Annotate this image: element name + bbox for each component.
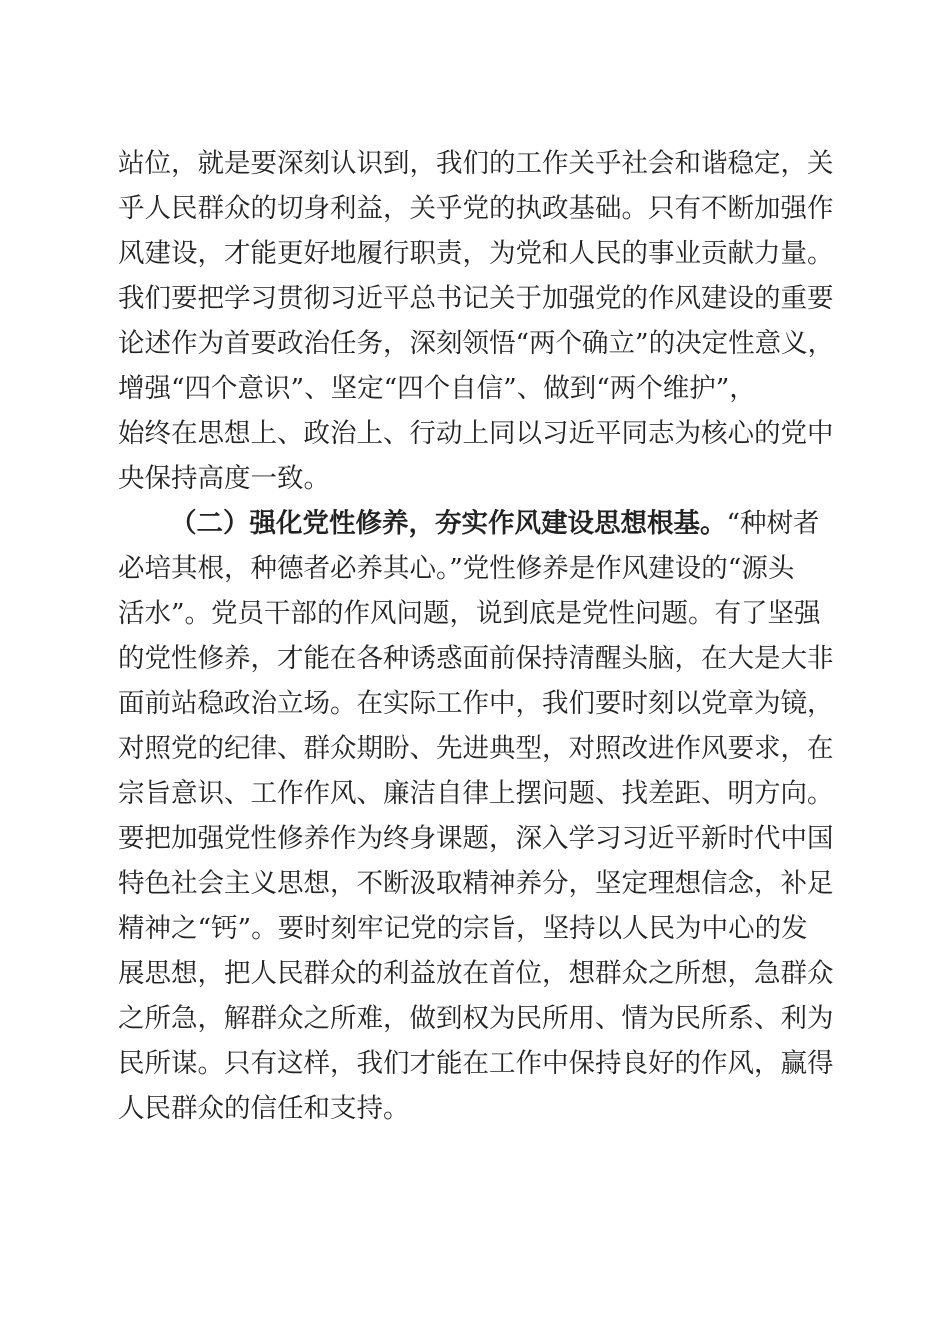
section-heading-continuation: “种树者: [726, 508, 820, 539]
paragraph-2-line: 活水”。党员干部的作风问题，说到底是党性问题。有了坚强: [118, 598, 821, 629]
paragraph-2-line: 特色社会主义思想，不断汲取精神养分，坚定理想信念，补足: [118, 868, 834, 899]
paragraph-1-line: 增强“四个意识”、坚定“四个自信”、做到“两个维护”，: [118, 373, 756, 404]
paragraph-1-line: 始终在思想上、政治上、行动上同以习近平同志为核心的党中: [118, 418, 834, 449]
paragraph-2-line: 必培其根，种德者必养其心。”党性修养是作风建设的“源头: [118, 553, 795, 584]
paragraph-2-line: 展思想，把人民群众的利益放在首位，想群众之所想，急群众: [118, 958, 834, 989]
paragraph-1-line: 站位，就是要深刻认识到，我们的工作关乎社会和谐稳定，关: [118, 148, 834, 179]
paragraph-1-line: 乎人民群众的切身利益，关乎党的执政基础。只有不断加强作: [118, 193, 834, 224]
paragraph-1-line: 论述作为首要政治任务，深刻领悟“两个确立”的决定性意义，: [118, 328, 835, 359]
paragraph-2-line: 之所急，解群众之所难，做到权为民所用、情为民所系、利为: [118, 1003, 834, 1034]
paragraph-1-line: 央保持高度一致。: [118, 463, 330, 494]
paragraph-1-line: 我们要把学习贯彻习近平总书记关于加强党的作风建设的重要: [118, 283, 834, 314]
section-heading: （二）强化党性修养，夯实作风建设思想根基。: [170, 508, 727, 539]
paragraph-2-first-line: [170, 506, 820, 542]
paragraph-2-line: 要把加强党性修养作为终身课题，深入学习习近平新时代中国: [118, 823, 834, 854]
paragraph-2-line: 对照党的纪律、群众期盼、先进典型，对照改进作风要求，在: [118, 733, 834, 764]
paragraph-2-line: 人民群众的信任和支持。: [118, 1093, 410, 1124]
paragraph-2-line: 宗旨意识、工作作风、廉洁自律上摆问题、找差距、明方向。: [118, 778, 834, 809]
paragraph-1-line: 风建设，才能更好地履行职责，为党和人民的事业贡献力量。: [118, 238, 834, 269]
paragraph-2-line: 精神之“钙”。要时刻牢记党的宗旨，坚持以人民为中心的发: [118, 913, 808, 944]
paragraph-2-line: 面前站稳政治立场。在实际工作中，我们要时刻以党章为镜，: [118, 688, 834, 719]
paragraph-2-line: 的党性修养，才能在各种诱惑面前保持清醒头脑，在大是大非: [118, 643, 834, 674]
paragraph-2-line: 民所谋。只有这样，我们才能在工作中保持良好的作风，赢得: [118, 1048, 834, 1079]
